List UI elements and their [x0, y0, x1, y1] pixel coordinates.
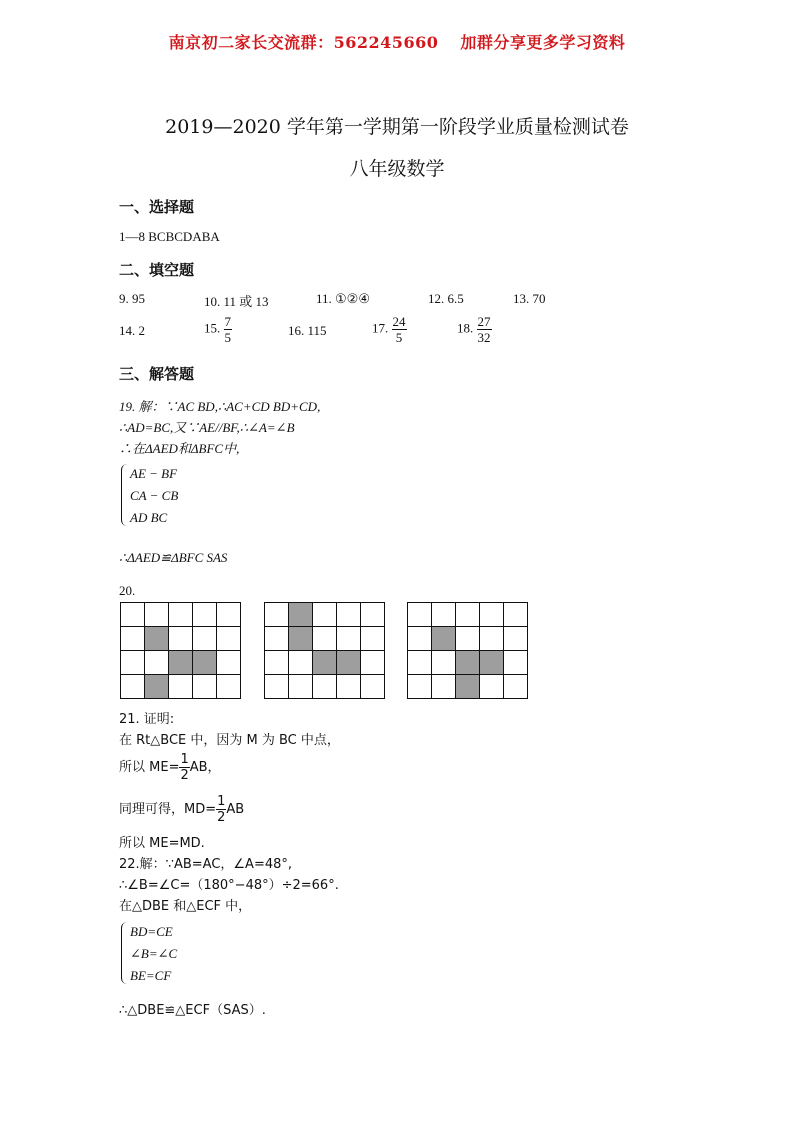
grid-cell: [313, 627, 337, 651]
fraction-denominator: 5: [224, 330, 231, 345]
grid-cell: [504, 651, 528, 675]
q20-grid-2: [264, 602, 385, 699]
q21-line-4: [119, 794, 244, 825]
grid-cell-shaded: [289, 627, 313, 651]
grid-cell: [313, 675, 337, 699]
fraction-numerator: 1: [180, 752, 189, 767]
q20-label: 20.: [119, 583, 136, 598]
q19-line-1: 19. 解：∵AC BD,∴AC+CD BD+CD,: [119, 399, 321, 414]
grid-cell: [337, 627, 361, 651]
fraction-denominator: 2: [180, 768, 189, 783]
fraction-numerator: 1: [217, 794, 226, 809]
grid-cell: [169, 603, 193, 627]
grid-cell-shaded: [456, 675, 480, 699]
fraction-denominator: 5: [395, 330, 403, 345]
grid-cell-shaded: [289, 603, 313, 627]
grid-cell: [432, 603, 456, 627]
fill-answer-17: [372, 314, 407, 345]
grid-cell: [289, 651, 313, 675]
fill-answer-9: 9. 95: [119, 291, 145, 306]
q20-grid-1: [120, 602, 241, 699]
fraction-numerator: 24: [392, 314, 406, 329]
q21-line-5: 所以 ME=MD.: [119, 836, 205, 851]
fill-answer-12: 12. 6.5: [428, 291, 464, 306]
grid-cell: [265, 651, 289, 675]
grid-cell: [408, 675, 432, 699]
choice-answers: 1—8 BCBCDABA: [119, 229, 220, 244]
fill-18-fraction: [477, 314, 492, 345]
q19-brace: [121, 464, 129, 526]
grid-cell: [408, 651, 432, 675]
grid-cell-shaded: [480, 651, 504, 675]
grid-cell-shaded: [313, 651, 337, 675]
grid-cell: [504, 627, 528, 651]
q21-line-2: 在 Rt△BCE 中，因为 M 为 BC 中点，: [119, 733, 340, 748]
grid-cell: [217, 603, 241, 627]
grid-cell: [217, 651, 241, 675]
grid-cell: [408, 627, 432, 651]
q19-line-3: ∴在ΔAED和ΔBFC中,: [119, 441, 240, 456]
grid-cell-shaded: [337, 651, 361, 675]
grid-cell: [169, 675, 193, 699]
fill-answer-18: [457, 314, 492, 345]
grid-cell: [361, 675, 385, 699]
q22-brace: [121, 922, 129, 984]
fill-17-fraction: [392, 314, 407, 345]
fill-answer-15: [204, 314, 232, 345]
q19-system-3: AD BC: [130, 510, 168, 525]
banner-group-text: 南京初二家长交流群：562245660: [168, 33, 439, 52]
fill-answer-13: 13. 70: [513, 291, 546, 306]
page-subtitle: 八年级数学: [349, 158, 445, 180]
q19-line-2: ∴AD=BC,又∵AE//BF,∴∠A=∠B: [119, 420, 295, 435]
grid-cell: [265, 627, 289, 651]
q21-line-4-end: AB: [226, 802, 245, 817]
grid-cell: [121, 627, 145, 651]
grid-cell-shaded: [432, 627, 456, 651]
fill-answer-11: 11. ①②④: [316, 291, 370, 306]
q21-line-3-start: 所以 ME=: [119, 760, 180, 775]
grid-cell: [408, 603, 432, 627]
fraction-numerator: 27: [477, 314, 491, 329]
grid-cell: [480, 603, 504, 627]
grid-cell: [169, 627, 193, 651]
q21-half-fraction-2: [216, 794, 226, 825]
q19-system-1: AE − BF: [130, 466, 178, 481]
q21-line-1: 21. 证明:: [119, 712, 175, 727]
grid-cell: [265, 603, 289, 627]
promo-banner: [0, 30, 794, 53]
q22-system-3: BE=CF: [130, 968, 172, 983]
fill-17-label: 17.: [372, 320, 389, 336]
grid-cell: [121, 651, 145, 675]
grid-cell-shaded: [193, 651, 217, 675]
banner-tagline: 加群分享更多学习资料: [460, 33, 626, 52]
grid-cell: [193, 627, 217, 651]
fill-15-label: 15.: [204, 320, 221, 336]
section-choice-heading: 一、选择题: [119, 198, 195, 216]
grid-cell: [361, 627, 385, 651]
grid-cell-shaded: [145, 627, 169, 651]
q22-system-1: BD=CE: [130, 924, 173, 939]
fill-answer-16: 16. 115: [288, 323, 327, 338]
grid-cell: [504, 675, 528, 699]
fraction-numerator: 7: [224, 314, 231, 329]
q22-line-3: 在△DBE 和△ECF 中，: [119, 899, 252, 914]
q22-line-1: 22.解：∵AB=AC，∠A=48°,: [119, 857, 293, 872]
grid-cell: [480, 675, 504, 699]
grid-cell: [313, 603, 337, 627]
grid-cell: [456, 603, 480, 627]
grid-cell: [361, 651, 385, 675]
q21-line-4-start: 同理可得，MD=: [119, 802, 217, 817]
grid-cell: [265, 675, 289, 699]
grid-cell: [432, 675, 456, 699]
q19-conclusion: ∴ΔAED≌ΔBFC SAS: [119, 550, 228, 565]
section-solve-heading: 三、解答题: [119, 365, 195, 383]
grid-cell: [193, 675, 217, 699]
grid-cell: [480, 627, 504, 651]
grid-cell: [337, 603, 361, 627]
fill-answer-10: 10. 11 或 13: [204, 294, 269, 309]
q21-line-3: [119, 752, 221, 783]
q22-line-2: ∴∠B=∠C=（180°−48°）÷2=66°.: [119, 878, 339, 893]
section-fill-heading: 二、填空题: [119, 261, 195, 279]
grid-cell-shaded: [169, 651, 193, 675]
grid-cell: [432, 651, 456, 675]
q20-grid-3: [407, 602, 528, 699]
grid-cell: [193, 603, 217, 627]
fraction-denominator: 2: [217, 810, 226, 825]
grid-cell-shaded: [145, 675, 169, 699]
grid-cell: [145, 651, 169, 675]
page-title: 2019—2020 学年第一学期第一阶段学业质量检测试卷: [165, 116, 629, 138]
grid-cell: [121, 603, 145, 627]
q21-half-fraction: [179, 752, 189, 783]
fill-18-label: 18.: [457, 320, 474, 336]
fraction-denominator: 32: [477, 330, 491, 345]
grid-cell: [504, 603, 528, 627]
grid-cell: [361, 603, 385, 627]
q22-system-2: ∠B=∠C: [130, 946, 178, 961]
grid-cell-shaded: [456, 651, 480, 675]
grid-cell: [145, 603, 169, 627]
grid-cell: [217, 675, 241, 699]
fill-15-fraction: [224, 314, 233, 345]
grid-cell: [217, 627, 241, 651]
q19-system-2: CA − CB: [130, 488, 179, 503]
grid-cell: [456, 627, 480, 651]
q21-line-3-end: AB，: [189, 760, 221, 775]
grid-cell: [121, 675, 145, 699]
q22-conclusion: ∴△DBE≌△ECF（SAS）.: [119, 1003, 266, 1018]
grid-cell: [337, 675, 361, 699]
fill-answer-14: 14. 2: [119, 323, 145, 338]
grid-cell: [289, 675, 313, 699]
